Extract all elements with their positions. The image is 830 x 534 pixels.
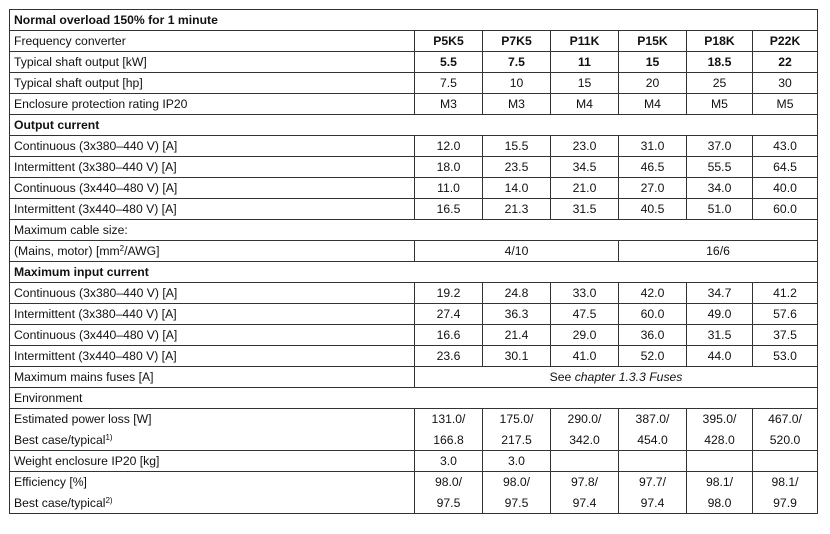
row-label: Maximum mains fuses [A]	[10, 367, 415, 388]
efficiency-sublabel	[14, 493, 410, 514]
cell-value: 15	[551, 73, 619, 94]
table-row	[10, 94, 818, 115]
cell-value: 36.3	[483, 304, 551, 325]
cell-value: 37.0	[687, 136, 753, 157]
table-title: Normal overload 150% for 1 minute	[10, 10, 818, 31]
typical-value: 342.0	[569, 432, 600, 447]
table-row	[10, 241, 818, 262]
cell-value	[687, 409, 753, 451]
typical-value: 428.0	[704, 432, 735, 447]
typical-value: 520.0	[769, 432, 801, 447]
best-value: 395.0/	[702, 412, 737, 426]
best-value: 98.1/	[705, 475, 734, 489]
table-row	[10, 283, 818, 304]
table-row	[10, 451, 818, 472]
cell-value: 30.1	[483, 346, 551, 367]
best-value: 175.0/	[499, 412, 534, 426]
cell-value: 34.5	[551, 157, 619, 178]
cable-label-main: (Mains, motor) [mm	[14, 244, 120, 258]
cell-value: 51.0	[687, 199, 753, 220]
cell-value: 24.8	[483, 283, 551, 304]
cell-value: 53.0	[753, 346, 818, 367]
typical-value: 166.8	[433, 432, 464, 447]
table-row	[10, 304, 818, 325]
row-label: Continuous (3x440–480 V) [A]	[10, 325, 415, 346]
cell-value: 20	[619, 73, 687, 94]
cell-value: 40.0	[753, 178, 818, 199]
table-row	[10, 325, 818, 346]
cell-value: 14.0	[483, 178, 551, 199]
best-case-label: Best case/typical	[14, 432, 106, 447]
cell-value: 31.0	[619, 136, 687, 157]
header-row	[10, 31, 818, 52]
footnote-mark: 1)	[105, 432, 113, 442]
cell-value: 23.0	[551, 136, 619, 157]
row-label: Typical shaft output [hp]	[10, 73, 415, 94]
cell-value: M5	[687, 94, 753, 115]
cell-value: 31.5	[687, 325, 753, 346]
typical-value: 98.0	[707, 495, 732, 510]
typical-value: 454.0	[637, 432, 668, 447]
cell-value: 37.5	[753, 325, 818, 346]
best-value: 131.0/	[431, 412, 466, 426]
table-row	[10, 178, 818, 199]
cell-value	[551, 409, 619, 451]
section-heading-row	[10, 220, 818, 241]
section-heading-row	[10, 262, 818, 283]
cell-value	[619, 409, 687, 451]
cell-value: 40.5	[619, 199, 687, 220]
footnote-mark: 2)	[105, 495, 113, 505]
model-header: P22K	[753, 31, 818, 52]
cell-value: 44.0	[687, 346, 753, 367]
cell-value: 7.5	[415, 73, 483, 94]
cell-value: 46.5	[619, 157, 687, 178]
best-value: 97.7/	[638, 475, 667, 489]
row-label: Continuous (3x440–480 V) [A]	[10, 178, 415, 199]
typical-value: 97.4	[640, 495, 665, 510]
table-row	[10, 367, 818, 388]
best-value: 98.0/	[434, 475, 463, 489]
cell-value	[483, 472, 551, 514]
specifications-table	[9, 9, 818, 514]
cell-value	[687, 451, 753, 472]
row-label: Intermittent (3x440–480 V) [A]	[10, 346, 415, 367]
power-loss-label: Estimated power loss [W]	[14, 412, 152, 426]
cable-label-tail: /AWG]	[124, 244, 160, 258]
row-label: Continuous (3x380–440 V) [A]	[10, 136, 415, 157]
power-loss-sublabel	[14, 430, 410, 451]
cell-value: 29.0	[551, 325, 619, 346]
cell-value: 60.0	[753, 199, 818, 220]
model-header: P11K	[551, 31, 619, 52]
best-value: 98.0/	[502, 475, 531, 489]
cell-value: 21.0	[551, 178, 619, 199]
efficiency-label: Efficiency [%]	[14, 475, 87, 489]
cell-value: 22	[753, 52, 818, 73]
row-label: Intermittent (3x440–480 V) [A]	[10, 199, 415, 220]
cell-value: 21.3	[483, 199, 551, 220]
cell-value: M5	[753, 94, 818, 115]
cell-value: 18.0	[415, 157, 483, 178]
section-heading: Output current	[10, 115, 818, 136]
best-value: 97.8/	[570, 475, 599, 489]
typical-value: 97.9	[773, 495, 797, 510]
cell-value: 30	[753, 73, 818, 94]
cell-value: 21.4	[483, 325, 551, 346]
cell-value: 5.5	[415, 52, 483, 73]
section-heading-row	[10, 388, 818, 409]
cell-value: 47.5	[551, 304, 619, 325]
cell-value	[551, 451, 619, 472]
cell-value: 12.0	[415, 136, 483, 157]
cell-value: 3.0	[415, 451, 483, 472]
cell-value: 11	[551, 52, 619, 73]
row-label: Typical shaft output [kW]	[10, 52, 415, 73]
row-label: Enclosure protection rating IP20	[10, 94, 415, 115]
model-header: P5K5	[415, 31, 483, 52]
cell-value: M4	[551, 94, 619, 115]
best-value: 290.0/	[567, 412, 602, 426]
model-header: P15K	[619, 31, 687, 52]
cell-value: 33.0	[551, 283, 619, 304]
row-label: Intermittent (3x380–440 V) [A]	[10, 304, 415, 325]
cell-value: 4/10	[415, 241, 619, 262]
fuses-chapter-link: chapter 1.3.3 Fuses	[574, 370, 683, 384]
section-heading: Maximum input current	[10, 262, 818, 283]
table-row	[10, 409, 818, 451]
cell-value: 52.0	[619, 346, 687, 367]
best-case-label: Best case/typical	[14, 495, 106, 510]
cell-value: 27.0	[619, 178, 687, 199]
cell-value: 55.5	[687, 157, 753, 178]
table-title-row	[10, 10, 818, 31]
best-value: 467.0/	[768, 412, 802, 426]
cell-value: 23.6	[415, 346, 483, 367]
cell-value: 36.0	[619, 325, 687, 346]
cell-value	[753, 451, 818, 472]
cell-value: 43.0	[753, 136, 818, 157]
table-row	[10, 157, 818, 178]
cell-value: 15.5	[483, 136, 551, 157]
row-label: Weight enclosure IP20 [kg]	[10, 451, 415, 472]
table-row	[10, 136, 818, 157]
environment-heading: Environment	[10, 388, 818, 409]
cell-value: 7.5	[483, 52, 551, 73]
cell-value: 3.0	[483, 451, 551, 472]
row-label: Intermittent (3x380–440 V) [A]	[10, 157, 415, 178]
cell-value: 27.4	[415, 304, 483, 325]
cell-value: 10	[483, 73, 551, 94]
cable-size-heading: Maximum cable size:	[10, 220, 818, 241]
cell-value: 41.0	[551, 346, 619, 367]
cell-value: 11.0	[415, 178, 483, 199]
cell-value: 15	[619, 52, 687, 73]
cell-value: 49.0	[687, 304, 753, 325]
table-row	[10, 346, 818, 367]
table-row	[10, 199, 818, 220]
best-value: 387.0/	[635, 412, 670, 426]
row-label	[10, 472, 415, 514]
typical-value: 217.5	[501, 432, 532, 447]
cell-value	[415, 472, 483, 514]
typical-value: 97.5	[436, 495, 461, 510]
cell-value: 19.2	[415, 283, 483, 304]
row-label	[10, 409, 415, 451]
cell-value	[687, 472, 753, 514]
row-label: Frequency converter	[10, 31, 415, 52]
cell-value: 60.0	[619, 304, 687, 325]
fuses-prefix: See	[549, 370, 575, 384]
cell-value: 57.6	[753, 304, 818, 325]
cell-value	[551, 472, 619, 514]
cell-value	[619, 451, 687, 472]
cell-value: M4	[619, 94, 687, 115]
table-row	[10, 52, 818, 73]
model-header: P7K5	[483, 31, 551, 52]
cell-value: 34.7	[687, 283, 753, 304]
cell-value: M3	[483, 94, 551, 115]
cell-value: 34.0	[687, 178, 753, 199]
cell-value: 42.0	[619, 283, 687, 304]
model-header: P18K	[687, 31, 753, 52]
table-row	[10, 472, 818, 514]
cell-value: 23.5	[483, 157, 551, 178]
table-row	[10, 73, 818, 94]
cell-value	[415, 409, 483, 451]
cable-label-sup: 2	[119, 244, 125, 253]
cell-value: 41.2	[753, 283, 818, 304]
cell-value: M3	[415, 94, 483, 115]
cell-value	[753, 409, 818, 451]
cell-value: 25	[687, 73, 753, 94]
cell-value: 16.5	[415, 199, 483, 220]
fuses-reference	[415, 367, 818, 388]
section-heading-row	[10, 115, 818, 136]
cell-value: 16/6	[619, 241, 818, 262]
cell-value	[753, 472, 818, 514]
row-label	[10, 241, 415, 262]
cell-value: 31.5	[551, 199, 619, 220]
row-label: Continuous (3x380–440 V) [A]	[10, 283, 415, 304]
typical-value: 97.5	[504, 495, 529, 510]
typical-value: 97.4	[572, 495, 597, 510]
cell-value: 64.5	[753, 157, 818, 178]
cell-value	[483, 409, 551, 451]
best-value: 98.1/	[771, 475, 799, 489]
cell-value: 18.5	[687, 52, 753, 73]
cell-value: 16.6	[415, 325, 483, 346]
cell-value	[619, 472, 687, 514]
